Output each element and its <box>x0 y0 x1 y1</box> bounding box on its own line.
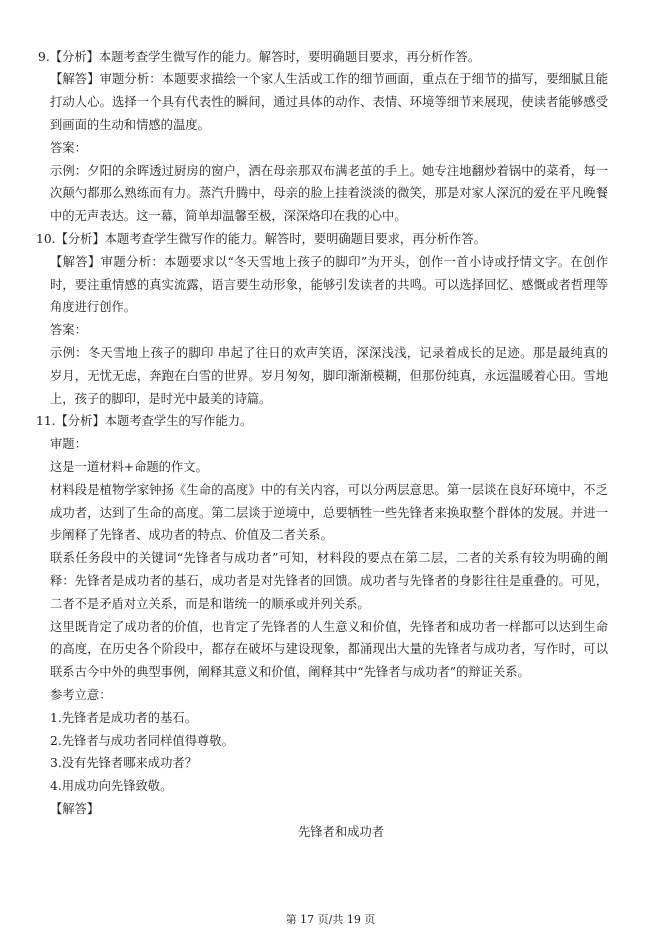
q9-example-line: 中的无声表达。这一幕，简单却温馨至极，深深烙印在我的心中。 <box>50 209 407 224</box>
q9-analysis: 9.【分析】本题考查学生微写作的能力。解答时，要明确题目要求，再分析作答。 <box>38 49 481 64</box>
q10-solution-line: 时，要注重情感的真实流露，语言要生动形象，能够引发读者的共鸣。可以选择回忆、感慨或者哲理等 <box>50 277 608 292</box>
q9-solution-line: 打动人心。选择一个具有代表性的瞬间，通过具体的动作、表情、环境等细节来展现，使读者能够感受 <box>50 95 608 110</box>
q11-review-line: 联系任务段中的关键词“先锋者与成功者”可知，材料段的要点在第二层，二者的关系有较为明确的阐 <box>50 551 608 566</box>
q9-example-line: 次颠勺都那么熟练而有力。蒸汽升腾中，母亲的脸上挂着淡淡的微笑，那是对家人深沉的爱在平凡晚餐 <box>50 186 608 201</box>
q10-example-line: 岁月，无忧无虑，奔跑在白雪的世界。岁月匆匆，脚印渐渐模糊，但那份纯真，永远温暖着心田。雪地 <box>50 368 608 383</box>
q11-review-line: 步阐释了先锋者、成功者的特点、价值及二者关系。 <box>50 528 333 543</box>
q10-solution-line: 【解答】审题分析：本题要求以“冬天雪地上孩子的脚印”为开头，创作一首小诗或抒情文字。在创作 <box>50 254 608 269</box>
q11-analysis: 11.【分析】本题考查学生的写作能力。 <box>36 414 253 429</box>
q11-idea-item: 1.先锋者是成功者的基石。 <box>50 710 197 725</box>
q11-review-label: 审题： <box>50 437 87 452</box>
q11-solution-label: 【解答】 <box>50 801 100 816</box>
q11-review-line: 这是一道材料+命题的作文。 <box>50 459 208 474</box>
q10-solution-line: 角度进行创作。 <box>50 300 137 315</box>
q11-idea-item: 2.先锋者与成功者同样值得尊敬。 <box>50 733 234 748</box>
q11-essay-title: 先锋者和成功者 <box>297 824 385 839</box>
q11-idea-item: 3.没有先锋者哪来成功者？ <box>50 756 197 771</box>
q11-review-line: 释：先锋者是成功者的基石，成功者是对先锋者的回馈。成功者与先锋者的身影往往是重叠的。可见， <box>50 573 608 588</box>
q10-answer-label: 答案： <box>50 323 87 338</box>
q11-review-line: 这里既肯定了成功者的价值，也肯定了先锋者的人生意义和价值，先锋者和成功者一样都可以达到生命 <box>50 619 608 634</box>
q11-review-line: 材料段是植物学家钟扬《生命的高度》中的有关内容，可以分两层意思。第一层谈在良好环境中，不乏 <box>50 482 608 497</box>
q10-example-line: 上，孩子的脚印，是时光中最美的诗篇。 <box>50 391 272 406</box>
q11-review-line: 的高度，在历史各个阶段中，都存在破坏与建设现象，都涌现出大量的先锋者与成功者，写作时，可以 <box>50 642 608 657</box>
answer-content <box>36 46 608 844</box>
q9-example-line: 示例：夕阳的余晖透过厨房的窗户，洒在母亲那双布满老茧的手上。她专注地翻炒着锅中的菜肴，每一 <box>50 163 608 178</box>
q10-example-line: 示例：冬天雪地上孩子的脚印 串起了往日的欢声笑语，深深浅浅，记录着成长的足迹。那是最纯真的 <box>50 345 608 360</box>
q11-review-line: 联系古今中外的典型事例，阐释其意义和价值，阐释其中“先锋者与成功者”的辩证关系。 <box>50 665 530 680</box>
q11-review-line: 二者不是矛盾对立关系，而是和谐统一的顺承或并列关系。 <box>50 596 370 611</box>
page-footer: 第 17 页/共 19 页 <box>285 913 376 926</box>
q9-answer-label: 答案： <box>50 140 87 155</box>
q10-analysis: 10.【分析】本题考查学生微写作的能力。解答时，要明确题目要求，再分析作答。 <box>36 231 486 246</box>
q9-solution-line: 【解答】审题分析：本题要求描绘一个家人生活或工作的细节画面，重点在于细节的描写，要细腻且能 <box>50 72 608 87</box>
q9-solution-line: 到画面的生动和情感的温度。 <box>50 117 210 132</box>
q11-review-line: 成功者，达到了生命的高度。第二层谈于逆境中，总要牺牲一些先锋者来换取整个群体的发展。并进一 <box>50 505 608 520</box>
q11-idea-label: 参考立意： <box>50 687 112 702</box>
q11-idea-item: 4.用成功向先锋致敬。 <box>50 779 173 794</box>
